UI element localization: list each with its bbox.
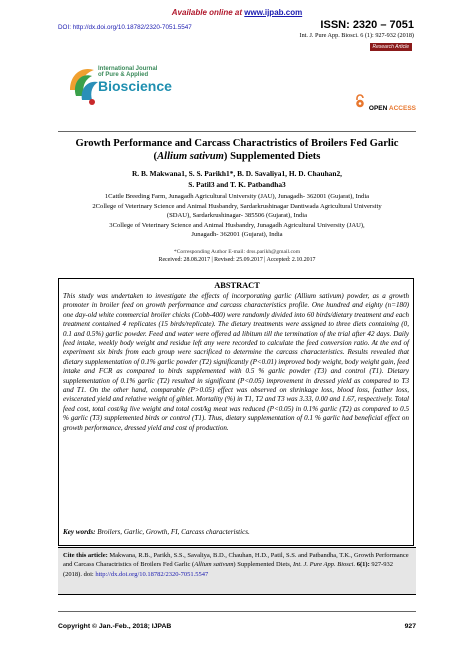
keywords (63, 528, 409, 536)
open-access-badge (353, 94, 416, 112)
header-divider (58, 131, 416, 132)
title-species: Allium sativum (157, 151, 224, 162)
open-access-lock-icon (353, 94, 367, 108)
citation-doi-link[interactable]: http://dx.doi.org/10.18782/2320-7051.5547 (95, 570, 209, 578)
issn: ISSN: 2320 – 7051 (320, 19, 414, 31)
logo-line1: International Journal (98, 66, 158, 72)
keywords-label: Key words: (63, 528, 96, 536)
article-dates: Received: 28.08.2017 | Revised: 25.09.2017 | Accepted: 2.10.2017 (158, 257, 316, 263)
authors-line2: S. Patil3 and T. K. Patbandha3 (188, 180, 286, 189)
abstract-heading: ABSTRACT (214, 281, 260, 290)
availability-line (0, 8, 474, 17)
title-line2: (Allium sativum) Supplemented Diets (153, 151, 321, 162)
author-list (58, 168, 416, 190)
affiliation-line: 3College of Veterinary Science and Animal Husbandry, Junagadh Agricultural University (JAU), (109, 221, 365, 229)
citation-text: Cite this article: Makwana, R.B., Parikh, S.S., Savaliya, B.D., Chauhan, H.D., Patil, S.S. and Patbandha, T.K., Growth Performance and Carcass Charactristics of Broilers Fed Garlic (Allium sativum) Supplemented Diets, Int. J. Pure App. Biosci. 6(1): 927-932 (2018). doi: http://dx.doi.org/10.18782/2320-7051.5547 (63, 552, 409, 578)
doi-link[interactable]: DOI: http://dx.doi.org/10.18782/2320-7051.5547 (58, 24, 192, 31)
footer-copyright: Copyright © Jan.-Feb., 2018; IJPAB (58, 623, 172, 630)
affiliations (58, 192, 416, 240)
corresponding-author: *Corresponding Author E-mail: drss.parikh@gmail.com (173, 249, 301, 255)
authors-line1: R. B. Makwana1, S. S. Parikh1*, B. D. Savaliya1, H. D. Chauhan2, (131, 169, 343, 178)
affiliation-line: Junagadh- 362001 (Gujarat), India (191, 231, 283, 238)
page-number: 927 (404, 623, 416, 630)
open-text: OPEN (368, 105, 388, 112)
citation-journal: Int. J. Pure App. Biosci. (293, 561, 356, 569)
citation-volume: 6(1): (356, 561, 370, 569)
journal-logo-text (98, 66, 172, 93)
affiliation-line: 2College of Veterinary Science and Animal Husbandry, Sardarkrushinagar Dantiwada Agricultural University (92, 202, 382, 210)
logo-line3: Bioscience (98, 78, 172, 94)
title-line1: Growth Performance and Carcass Charactristics of Broilers Fed Garlic (75, 138, 399, 149)
journal-citation-header: Int. J. Pure App. Biosci. 6 (1): 927-932 (2018) (299, 32, 414, 39)
logo-emblem-icon (70, 69, 98, 105)
site-link[interactable]: www.ijpab.com (244, 8, 303, 17)
access-text: ACCESS (388, 105, 416, 112)
research-article-badge: Research Article (370, 43, 413, 51)
keywords-text: Broilers, Garlic, Growth, FI, Carcass characteristics. (97, 528, 250, 536)
available-online-text: Available online at (171, 8, 243, 17)
article-title (58, 137, 416, 163)
footer-divider (58, 611, 416, 612)
affiliation-line: 1Cattle Breeding Farm, Junagadh Agricultural University (JAU), Junagadh- 362001 (Gujarat), India (104, 193, 370, 200)
citation-label: Cite this article: (63, 552, 108, 559)
logo-line2: of Pure & Applied (98, 72, 149, 78)
abstract-body: This study was undertaken to investigate the effects of incorporating garlic (Allium sativum) powder, as a growth promoter in broiler feed on growth performance and carcass characteristics profile. One hundred and eighty (n=180) one day-old white commercial broiler chicks (Cobb-400) were randomly divided into 60 birds/dietary treatment and each treatment contained 4 replicates (15 birds/replicate). The dietary treatments were assigned to three diets containing (0, 0.1 and 0.5%) garlic powder. Feed and water were offered ad libitum till the termination of the trial after 42 days. Daily feed intake, weekly body weight and residue left any were recorded to calculate the feed conversion ratio. At the end of experiment six birds from each group were sacrificed to determine the carcass characteristics. Results revealed that dietary supplementation of 0.1% garlic powder (T2) significantly (P<0.01) improved body weight, body weight gain, feed intake and FCR as compared to birds supplemented with 0.5 % garlic powder (T3) and control (T1). Dietary supplementation of 0.1% garlic (T2) resulted in significant (P<0.05) improvement in dressed yield as compared to T3 and T1. On the other hand, comparable (P>0.05) effect was observed on shrinkage loss, blood loss, feather loss, eviscerated yield and relative weight of giblet. Mortality (%) in T1, T2 and T3 was 3.33, 0.00 and 1.67, respectively. Total feed cost, total cost/kg live weight and total cost/kg meat was reduced (P<0.05) in 0.1% garlic (T2) as compared to 0.5 % garlic (T3) supplemented birds or control (T1). Thus, dietary supplementation of 0.1 % garlic had beneficial effect on growth performance, dressed yield and cost of production. (63, 292, 409, 432)
affiliation-line: (SDAU), Sardarkrushinagar- 385506 (Gujarat), India (166, 212, 308, 219)
